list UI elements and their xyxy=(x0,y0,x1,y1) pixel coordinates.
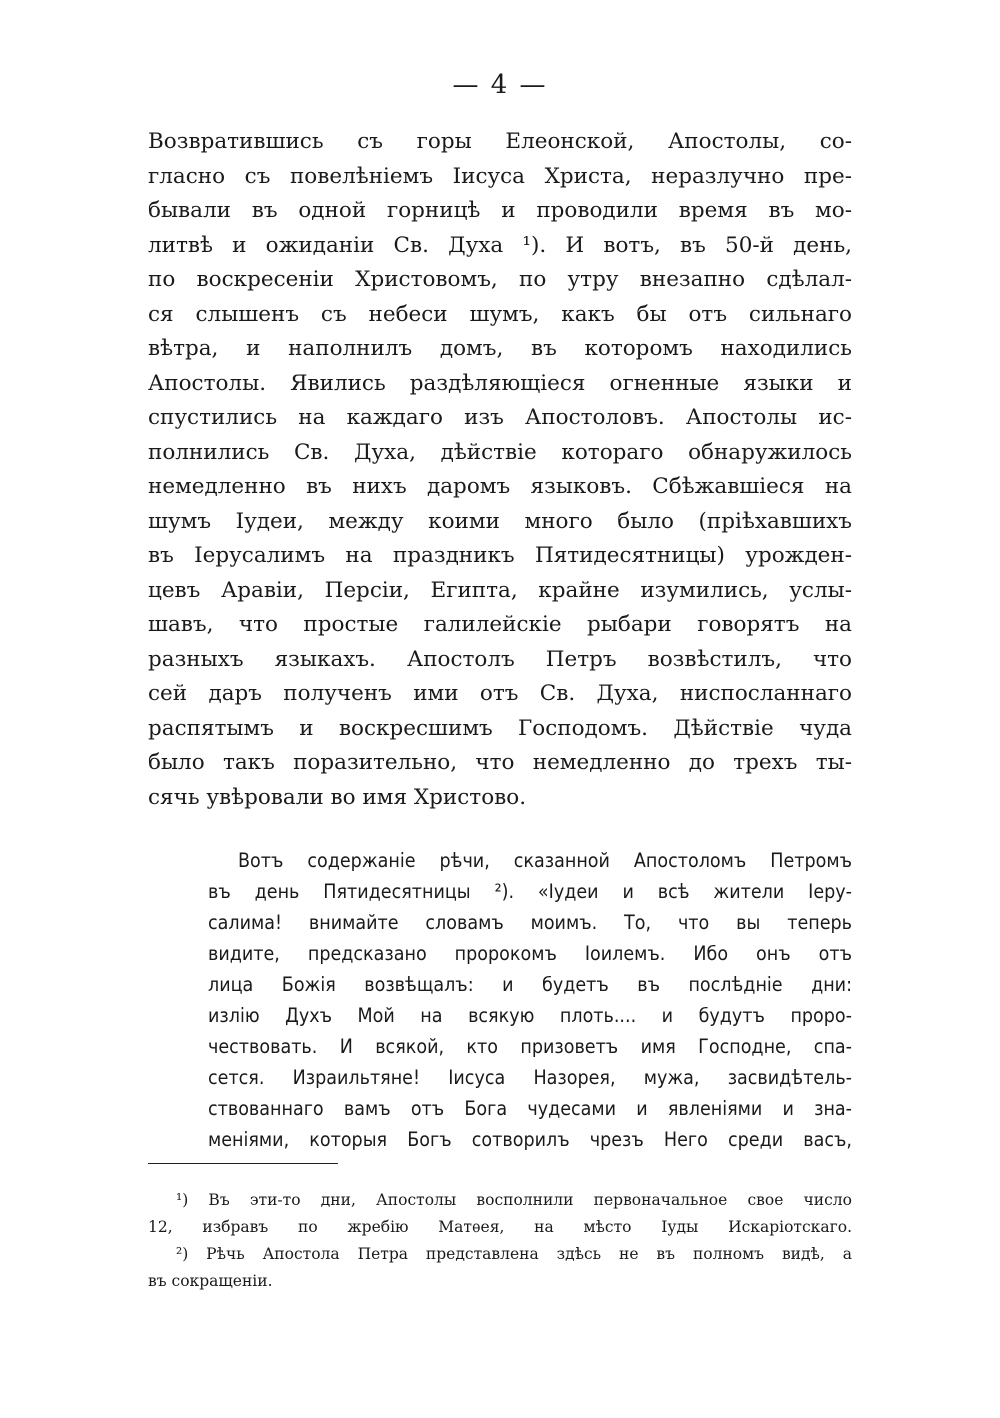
text-line: по воскресеніи Христовомъ, по утру внезапно сдѣлал- xyxy=(148,267,852,292)
text-line: немедленно въ нихъ даромъ языковъ. Сбѣжавшіеся на xyxy=(148,474,852,499)
text-line: литвѣ и ожиданіи Св. Духа ¹). И вотъ, въ 50-й день, xyxy=(148,232,852,258)
text-line: полнились Св. Духа, дѣйствіе котораго обнаружилось xyxy=(148,439,852,465)
footnotes xyxy=(148,1187,852,1295)
text-line: было такъ поразительно, что немедленно до трехъ ты- xyxy=(148,750,852,775)
text-line: шавъ, что простые галилейскіе рыбари говорятъ на xyxy=(148,612,852,637)
text-line: сей даръ полученъ ими отъ Св. Духа, ниспосланнаго xyxy=(148,681,852,706)
footnote-line: 12, избравъ по жребію Матѳея, на мѣсто Іуды Искаріотскаго. xyxy=(148,1218,852,1236)
footnote-line: ²) Рѣчь Апостола Петра представлена здѣсь не въ полномъ видѣ, а xyxy=(176,1245,852,1263)
text-line: сячь увѣровали во имя Христово. xyxy=(148,784,527,810)
text-line: спустились на каждаго изъ Апостоловъ. Апостолы ис- xyxy=(148,405,852,430)
quote-line: сется. Израильтяне! Іисуса Назорея, мужа, засвидѣтель- xyxy=(208,1066,852,1089)
text-line: гласно съ повелѣніемъ Іисуса Христа, неразлучно пре- xyxy=(148,163,852,189)
text-line: Апостолы. Явились раздѣляющіеся огненные языки и xyxy=(148,370,852,396)
text-line: ся слышенъ съ небеси шумъ, какъ бы отъ сильнаго xyxy=(148,301,852,327)
quote-line: Вотъ содержаніе рѣчи, сказанной Апостоломъ Петромъ xyxy=(238,849,852,872)
quote-line: лица Божія возвѣщалъ: и будетъ въ послѣдніе дни: xyxy=(208,973,852,996)
quote-line: чествовать. И всякой, кто призоветъ имя Господне, спа- xyxy=(208,1035,852,1058)
quote-line: ствованнаго вамъ отъ Бога чудесами и явленіями и зна- xyxy=(208,1097,852,1120)
footnote-line: ¹) Въ эти-то дни, Апостолы восполнили первоначальное свое число xyxy=(176,1191,852,1209)
main-paragraph xyxy=(148,125,852,815)
quote-line: излію Духъ Мой на всякую плоть.... и будутъ проро- xyxy=(208,1004,852,1027)
page-number: — 4 — xyxy=(452,70,548,100)
text-line: шумъ Іудеи, между коими много было (пріѣхавшихъ xyxy=(148,508,852,534)
quote-line: салима! внимайте словамъ моимъ. То, что вы теперь xyxy=(208,911,852,934)
quote-paragraph xyxy=(208,845,852,1155)
footnote-line: въ сокращеніи. xyxy=(148,1272,273,1290)
quote-line: видите, предсказано пророкомъ Іоилемъ. Ибо онъ отъ xyxy=(208,942,852,965)
text-line: Возвратившись съ горы Елеонской, Апостолы, со- xyxy=(148,129,852,154)
text-line: вѣтра, и наполнилъ домъ, въ которомъ находились xyxy=(148,336,852,361)
quote-line: меніями, которыя Богъ сотворилъ чрезъ Него среди васъ, xyxy=(208,1128,852,1151)
text-line: распятымъ и воскресшимъ Господомъ. Дѣйствіе чуда xyxy=(148,715,852,741)
text-line: разныхъ языкахъ. Апостолъ Петръ возвѣстилъ, что xyxy=(148,646,852,672)
quote-line: въ день Пятидесятницы ²). «Іудеи и всѣ жители Іеру- xyxy=(208,880,852,903)
text-line: въ Іерусалимъ на праздникъ Пятидесятницы) урожден- xyxy=(148,543,852,568)
text-line: бывали въ одной горницѣ и проводили время въ мо- xyxy=(148,198,852,223)
text-line: цевъ Аравіи, Персіи, Египта, крайне изумились, услы- xyxy=(148,577,852,603)
footnote-divider xyxy=(148,1163,338,1164)
